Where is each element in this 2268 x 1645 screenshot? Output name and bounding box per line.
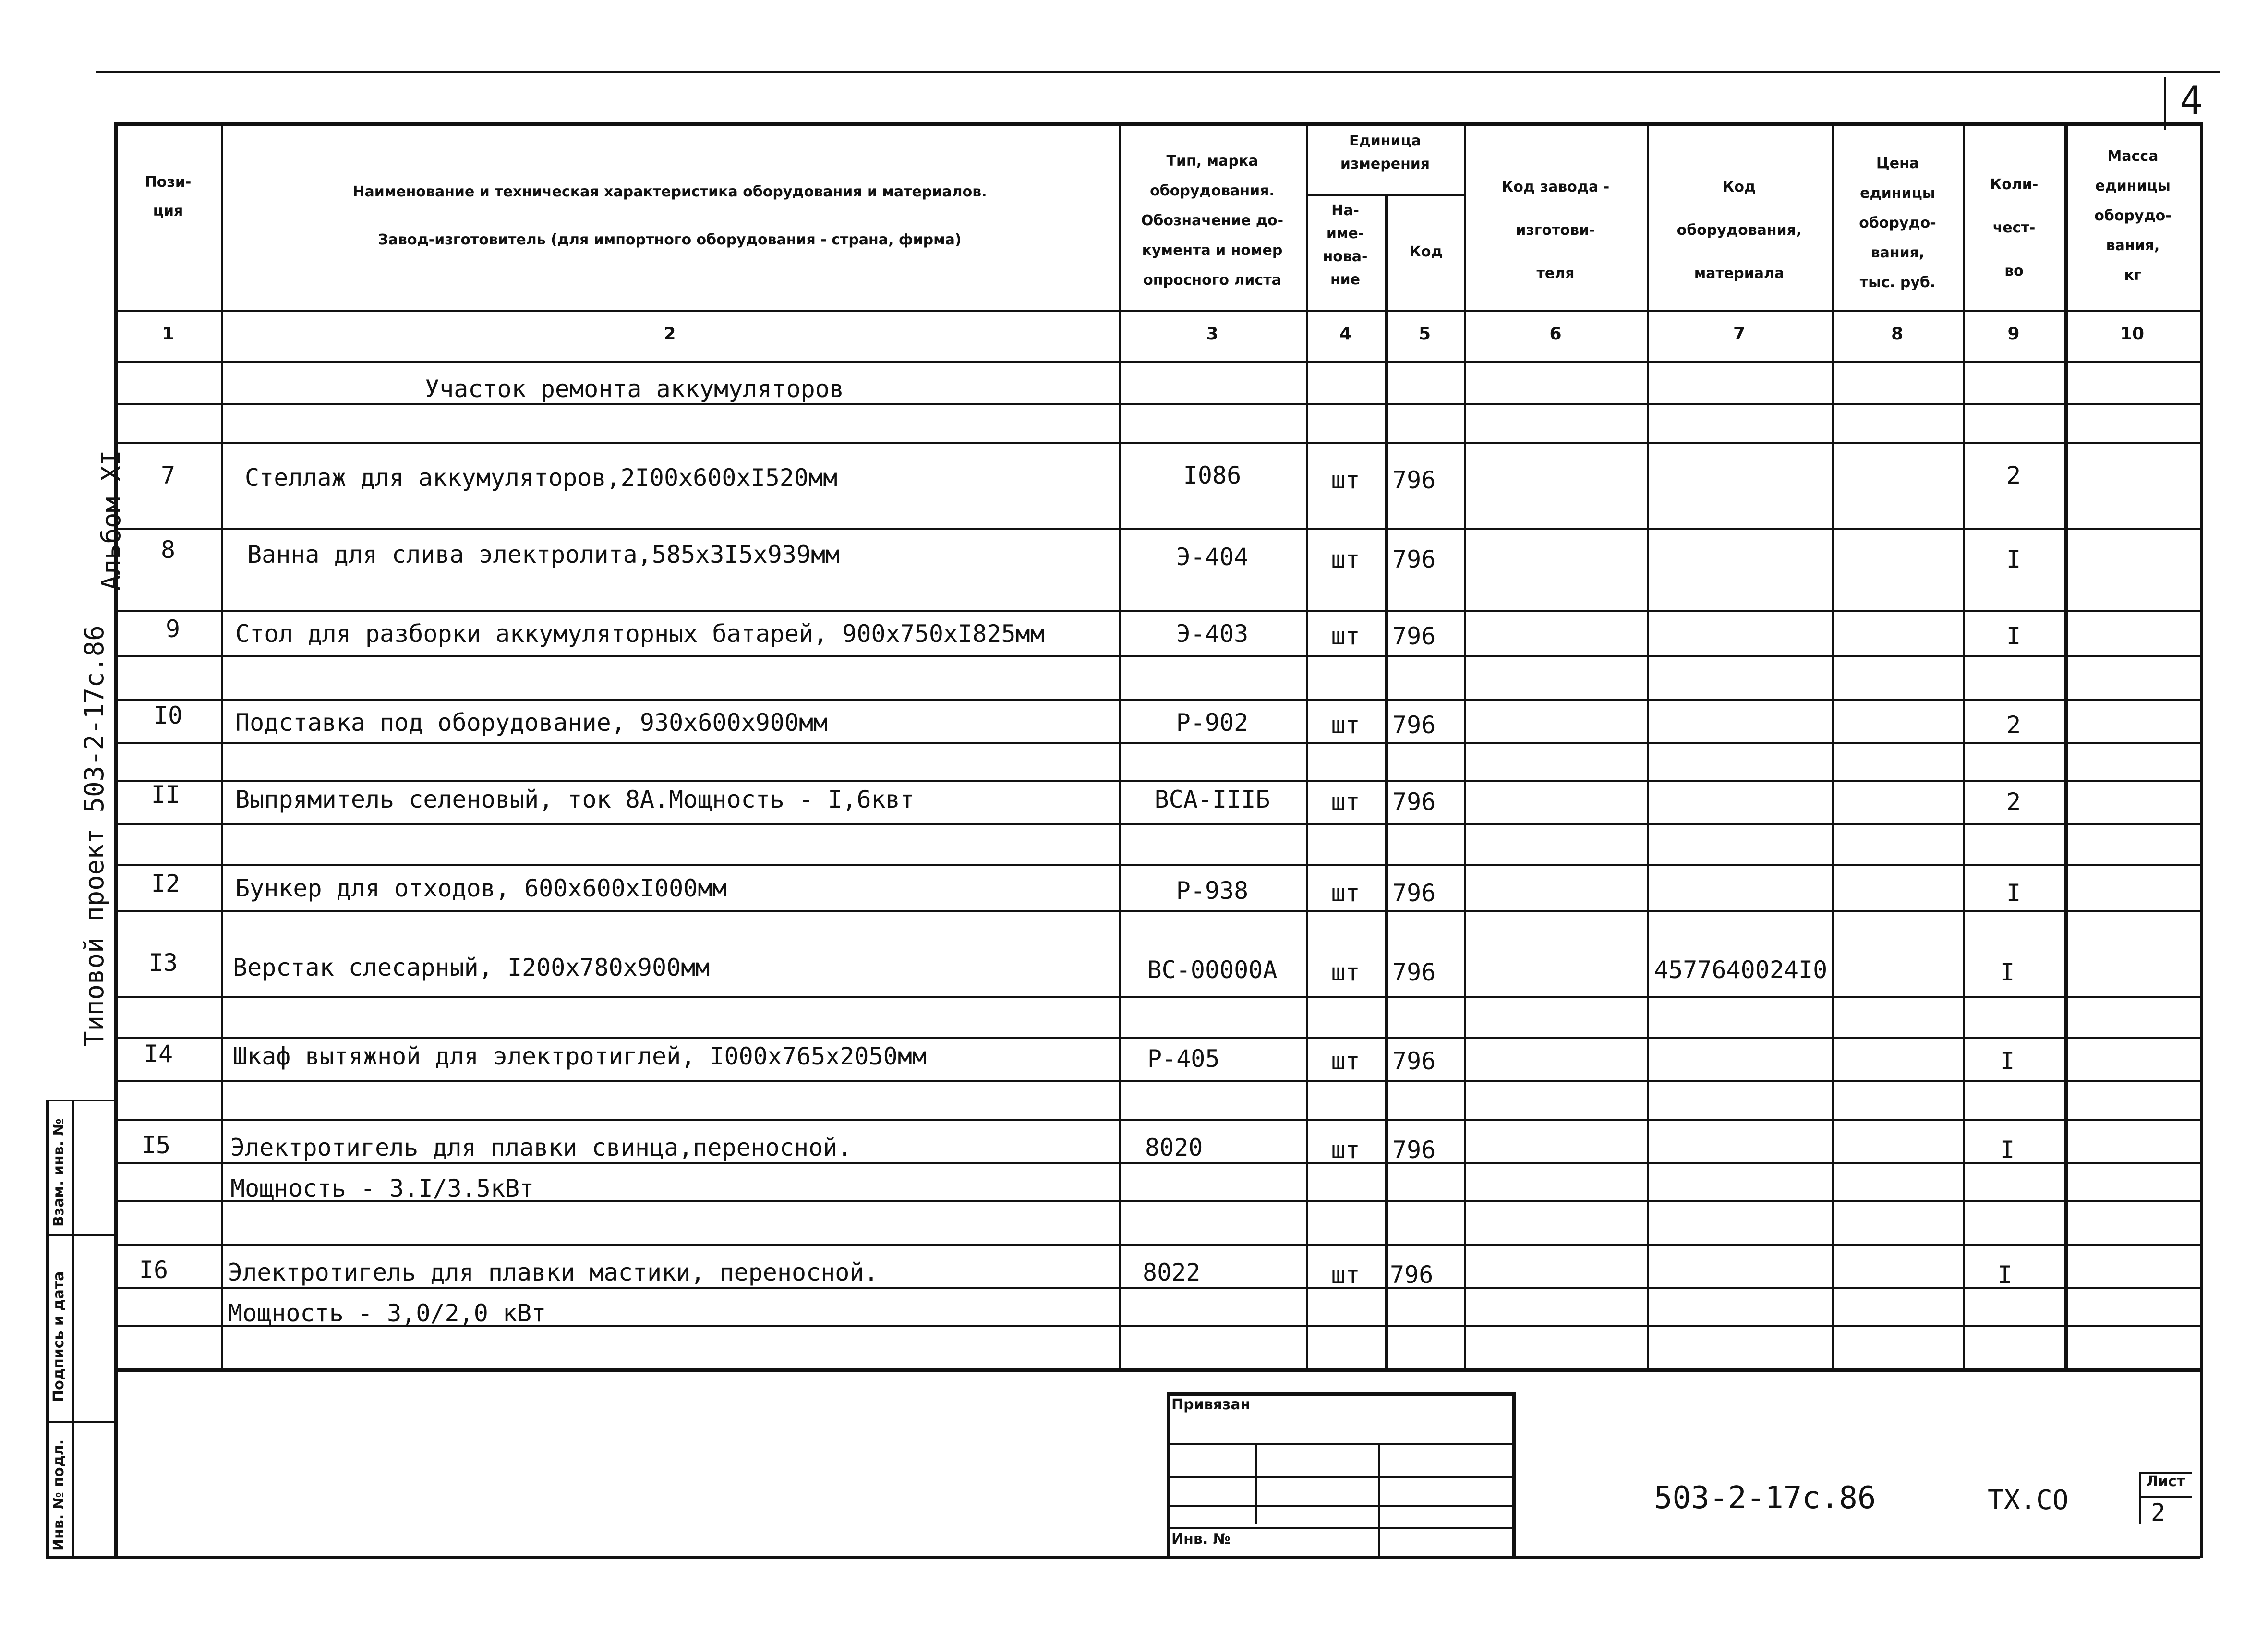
row-unit: шт xyxy=(1331,545,1360,573)
col-line-3 xyxy=(1306,122,1308,1368)
row-type: Р-938 xyxy=(1176,877,1249,905)
privyazan-vline xyxy=(1255,1443,1257,1524)
row-type: Э-404 xyxy=(1176,543,1249,571)
row-type: 8022 xyxy=(1143,1258,1201,1286)
row-line xyxy=(114,1080,2200,1082)
privyazan-top xyxy=(1167,1392,1512,1396)
side-album-label: Альбом XI xyxy=(96,450,126,591)
row-position: I2 xyxy=(151,870,181,897)
col-line-7 xyxy=(1832,122,1834,1368)
stamp-line xyxy=(46,1100,114,1101)
header-unit-name: На- име- нова- ние xyxy=(1323,202,1368,288)
stamp-line xyxy=(46,1421,114,1423)
row-quantity: I xyxy=(2000,958,2015,986)
page-number-divider xyxy=(2164,77,2166,130)
privyazan-left xyxy=(1167,1392,1170,1556)
row-name: Бункер для отходов, 600x600xI000мм xyxy=(235,874,727,902)
privyazan-right xyxy=(1512,1392,1516,1556)
row-code: 796 xyxy=(1392,466,1436,494)
row-quantity: I xyxy=(2006,545,2021,573)
row-line xyxy=(114,655,2200,657)
stamp-original-inv: Инв. № подл. xyxy=(50,1439,67,1551)
row-name: Стол для разборки аккумуляторных батарей, 900x750xI825мм xyxy=(235,620,1045,648)
row-type: 8020 xyxy=(1145,1134,1203,1161)
row-quantity: 2 xyxy=(2006,461,2021,489)
row-unit: шт xyxy=(1331,466,1360,494)
row-name: Шкаф вытяжной для электротиглей, I000x765x2050мм xyxy=(233,1042,927,1070)
row-line xyxy=(114,910,2200,912)
row-position: I0 xyxy=(153,702,183,729)
privyazan-line xyxy=(1167,1505,1512,1507)
row-line xyxy=(114,823,2200,825)
row-name: Ванна для слива электролита,585x3I5x939мм xyxy=(247,541,840,568)
sheet-box-mid xyxy=(2139,1496,2192,1498)
row-line xyxy=(114,742,2200,744)
row-line xyxy=(114,442,2200,444)
row-line xyxy=(114,1037,2200,1039)
col-line-9 xyxy=(2064,122,2068,1368)
row-code: 796 xyxy=(1392,711,1436,739)
header-position: Пози- ция xyxy=(145,174,192,219)
row-line xyxy=(114,403,2200,405)
row-unit: шт xyxy=(1331,788,1360,816)
row-type: Э-403 xyxy=(1176,620,1249,648)
sheet-bottom xyxy=(46,1556,2200,1559)
colnum-8: 8 xyxy=(1891,324,1904,344)
row-unit: шт xyxy=(1331,711,1360,739)
sheet-number: 2 xyxy=(2151,1499,2166,1526)
row-code: 796 xyxy=(1392,545,1436,573)
header-equipment-code: Код оборудования, материала xyxy=(1677,179,1802,282)
row-unit: шт xyxy=(1331,1136,1360,1164)
col-line-8 xyxy=(1963,122,1965,1368)
header-price: Цена единицы оборудо- вания, тыс. руб. xyxy=(1859,155,1936,291)
row-position: I4 xyxy=(144,1040,173,1068)
colnum-7: 7 xyxy=(1733,324,1746,344)
row-unit: шт xyxy=(1331,622,1360,650)
stamp-line xyxy=(46,1234,114,1236)
stamp-signature-date: Подпись и дата xyxy=(50,1271,67,1402)
header-factory-code: Код завода - изготови- теля xyxy=(1501,179,1610,282)
col-line-6 xyxy=(1647,122,1649,1368)
header-mass: Масса единицы оборудо- вания, кг xyxy=(2094,148,2171,284)
header-unit-code: Код xyxy=(1409,243,1443,260)
row-line xyxy=(114,864,2200,866)
row-quantity: I xyxy=(2000,1136,2015,1164)
row-name: Выпрямитель селеновый, ток 8А.Мощность - I,6квт xyxy=(235,786,915,813)
row-name: Подставка под оборудование, 930x600x900мм xyxy=(235,709,828,737)
row-line xyxy=(114,780,2200,782)
page-number: 4 xyxy=(2180,78,2203,123)
row-line xyxy=(114,699,2200,701)
inv-no-label: Инв. № xyxy=(1171,1531,1231,1548)
colnum-3: 3 xyxy=(1206,324,1218,344)
colnum-10: 10 xyxy=(2120,324,2145,344)
row-line xyxy=(114,1119,2200,1121)
row-code: 796 xyxy=(1392,1047,1436,1075)
table-top xyxy=(114,122,2200,126)
row-position: II xyxy=(151,781,181,809)
row-line xyxy=(114,1244,2200,1246)
row-code: 796 xyxy=(1392,622,1436,650)
row-name: Электротигель для плавки мастики, переносной. xyxy=(228,1258,879,1286)
colnum-6: 6 xyxy=(1549,324,1562,344)
row-line xyxy=(114,528,2200,530)
section-title: Участок ремонта аккумуляторов xyxy=(425,375,844,403)
privyazan-vline xyxy=(1378,1443,1380,1556)
row-code: 796 xyxy=(1392,958,1436,986)
row-line xyxy=(114,1287,2200,1289)
row-code: 796 xyxy=(1392,879,1436,907)
row-quantity: I xyxy=(2006,879,2021,907)
top-border xyxy=(96,71,2220,73)
col-line-5 xyxy=(1464,122,1466,1368)
row-unit: шт xyxy=(1331,1047,1360,1075)
colnum-4: 4 xyxy=(1339,324,1352,344)
row-type: ВС-00000А xyxy=(1147,956,1278,984)
stamp-replace-inv: Взам. инв. № xyxy=(50,1118,67,1227)
unit-group-line xyxy=(1306,194,1464,196)
row-quantity: 2 xyxy=(2006,788,2021,816)
col-line-2 xyxy=(1119,122,1121,1368)
row-name: Верстак слесарный, I200x780x900мм xyxy=(233,954,710,981)
row-quantity: I xyxy=(2000,1047,2015,1075)
row-position: I3 xyxy=(148,949,178,977)
row-code: 796 xyxy=(1392,788,1436,816)
privyazan-line xyxy=(1167,1527,1512,1529)
row-position: 8 xyxy=(160,536,176,564)
row-equipment-code: 4577640024I0 xyxy=(1654,956,1828,984)
document-code: 503-2-17с.86 xyxy=(1654,1480,1876,1516)
row-name: Стеллаж для аккумуляторов,2I00x600xI520мм xyxy=(245,464,838,492)
side-project-label: Типовой проект 503-2-17с.86 xyxy=(79,625,109,1047)
row-position: I5 xyxy=(141,1131,171,1159)
row-type: I086 xyxy=(1183,461,1242,489)
row-position: I6 xyxy=(139,1256,169,1284)
row-unit: шт xyxy=(1331,1261,1360,1289)
row-code: 796 xyxy=(1392,1136,1436,1164)
row-quantity: 2 xyxy=(2006,711,2021,739)
header-unit: Единица измерения xyxy=(1340,133,1430,172)
colnum-bottom xyxy=(114,361,2200,363)
row-position: 9 xyxy=(165,615,181,643)
colnum-1: 1 xyxy=(162,324,174,344)
privyazan-line xyxy=(1167,1443,1512,1445)
row-line xyxy=(114,1162,2200,1164)
row-quantity: I xyxy=(2006,622,2021,650)
header-quantity: Коли- чест- во xyxy=(1990,176,2039,279)
row-code: 796 xyxy=(1390,1261,1434,1289)
colnum-5: 5 xyxy=(1418,324,1431,344)
row-name-line2: Мощность - 3,0/2,0 кВт xyxy=(228,1299,546,1327)
row-unit: шт xyxy=(1331,958,1360,986)
row-name-line2: Мощность - 3.I/3.5кВт xyxy=(230,1174,534,1202)
col-line-10 xyxy=(2200,122,2203,1558)
stamp-outer-left xyxy=(46,1100,49,1558)
row-line xyxy=(114,610,2200,612)
col-line-1 xyxy=(221,122,223,1368)
row-unit: шт xyxy=(1331,879,1360,907)
privyazan-line xyxy=(1167,1476,1512,1478)
colnum-2: 2 xyxy=(664,324,676,344)
header-type: Тип, марка оборудования. Обозначение до- кумента и номер опросного листа xyxy=(1141,153,1284,289)
table-bottom xyxy=(114,1368,2200,1372)
sheet-label: Лист xyxy=(2146,1473,2185,1490)
row-quantity: I xyxy=(1997,1261,2013,1289)
sheet-box-left xyxy=(2139,1472,2141,1524)
row-type: Р-902 xyxy=(1176,709,1249,737)
row-line xyxy=(114,996,2200,998)
header-bottom xyxy=(114,310,2200,312)
stamp-inner xyxy=(72,1100,74,1558)
document-suffix: ТХ.СО xyxy=(1988,1485,2069,1516)
colnum-9: 9 xyxy=(2007,324,2020,344)
privyazan-label: Привязан xyxy=(1171,1396,1251,1413)
row-name: Электротигель для плавки свинца,переносной. xyxy=(230,1134,852,1161)
row-type: ВСА-IIIБ xyxy=(1154,786,1270,813)
row-position: 7 xyxy=(160,461,176,489)
row-type: Р-405 xyxy=(1147,1045,1220,1073)
header-name: Наименование и техническая характеристика оборудования и материалов. Завод-изготовитель (для импортного оборудования - страна, фирма) xyxy=(352,183,987,248)
